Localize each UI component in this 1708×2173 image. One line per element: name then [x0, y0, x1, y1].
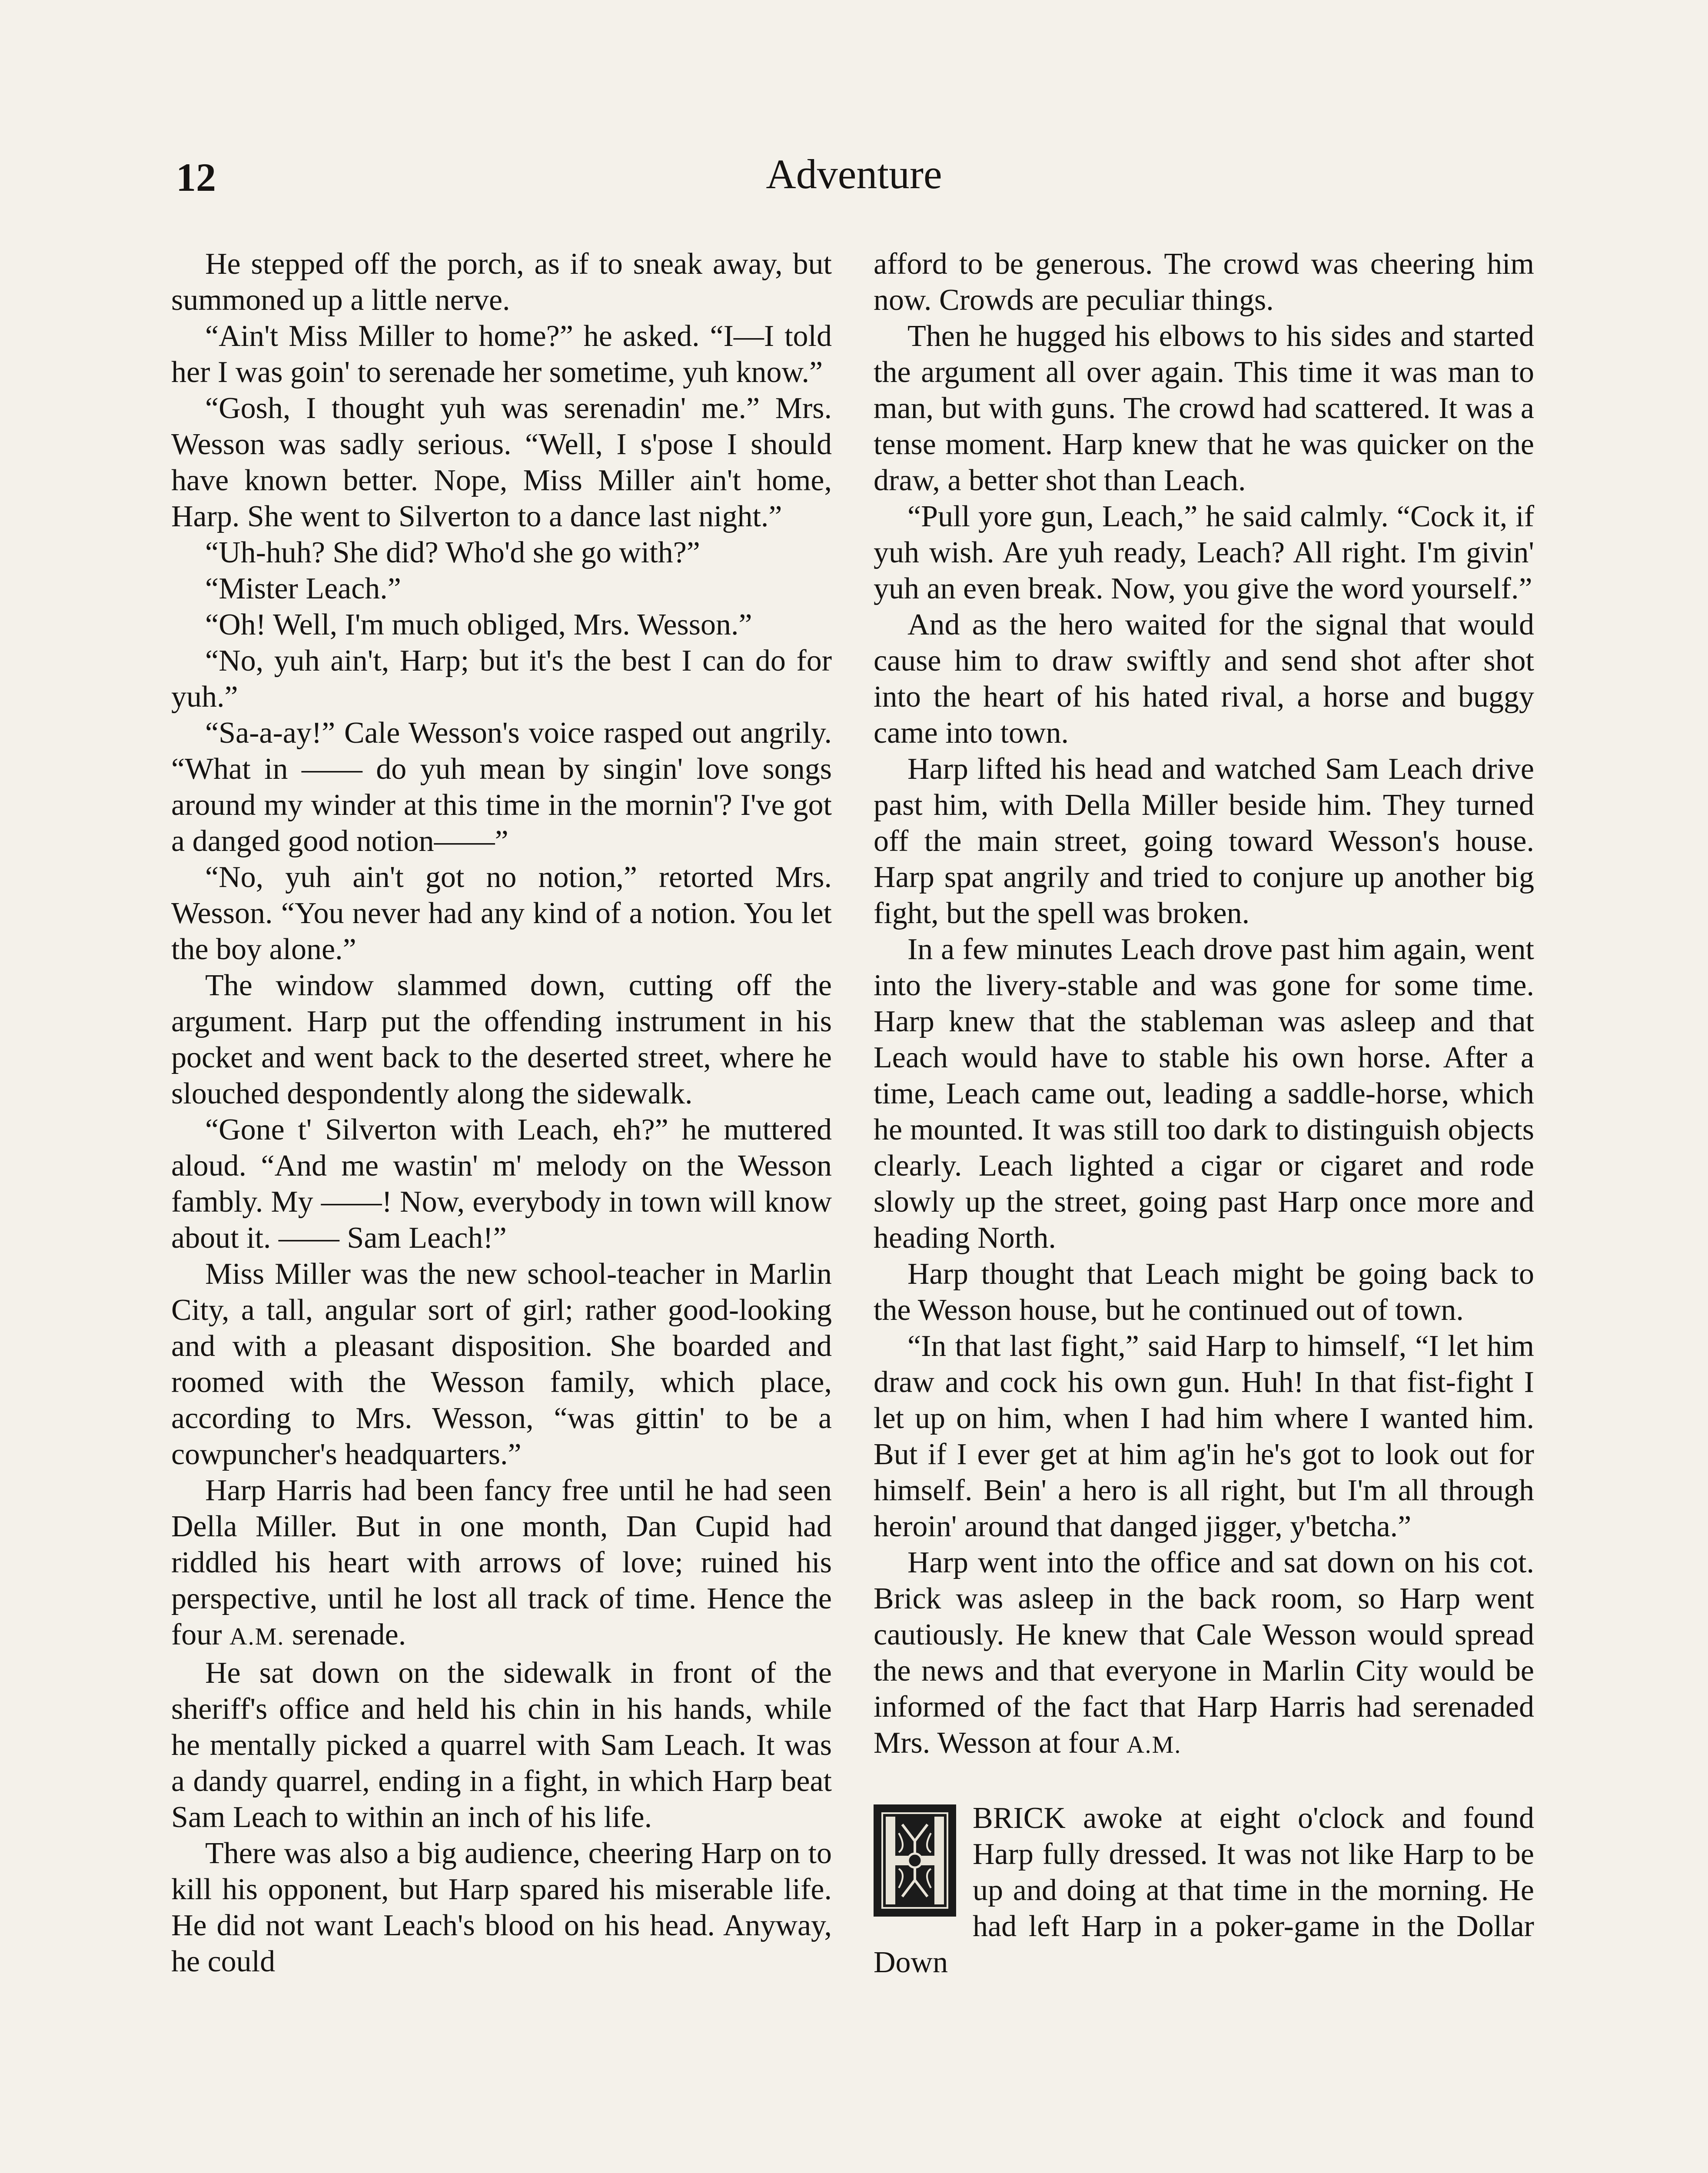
left-text-column — [171, 246, 832, 1980]
paragraph: “Sa-a-ay!” Cale Wesson's voice rasped out angrily. “What in —— do yuh mean by singin' love songs around my winder at this time in the mornin'? I've got a danged good notion——” — [171, 716, 832, 858]
paragraph: “Mister Leach.” — [205, 572, 401, 605]
paragraph — [874, 1545, 1534, 1763]
paragraph: Then he hugged his elbows to his sides and started the argument all over again. This time it was man to man, but with guns. The crowd had scattered. It was a tense moment. Harp knew that he was quicker on the draw, a better shot than Leach. — [874, 319, 1534, 497]
paragraph: Miss Miller was the new school-teacher in Marlin City, a tall, angular sort of girl; rather good-looking and with a pleasant disposition. She boarded and roomed with the Wesson family, which place, according to Mrs. Wesson, “was gittin' to be a cowpuncher's headquarters.” — [171, 1257, 832, 1471]
paragraph-text: Harp went into the office and sat down on his cot. Brick was asleep in the back room, so Harp went cautiously. He knew that Cale Wesson would spread the news and that everyone in Marlin City would be informed of the fact that Harp Harris had serenaded Mrs. Wesson at four — [874, 1546, 1534, 1760]
paragraph-text: Harp Harris had been fancy free until he had seen Della Miller. But in one month, Dan Cupid had riddled his heart with arrows of love; ruined his perspective, until he lost all track of time. Hence the four — [171, 1474, 832, 1651]
paragraph: “Ain't Miss Miller to home?” he asked. “I—I told her I was goin' to serenade her sometime, yuh know.” — [171, 319, 832, 389]
paragraph-text: BRICK awoke at eight o'clock and found Harp fully dressed. It was not like Harp to be up and doing at that time in the morning. He had left Harp in a poker-game in the Dollar Down — [874, 1801, 1534, 1979]
paragraph: “No, yuh ain't got no notion,” retorted Mrs. Wesson. “You never had any kind of a notion. You let the boy alone.” — [171, 861, 832, 966]
small-caps-am: A.M. — [1126, 1731, 1182, 1758]
paragraph: He stepped off the porch, as if to sneak away, but summoned up a little nerve. — [171, 247, 832, 317]
paragraph: “Gone t' Silverton with Leach, eh?” he muttered aloud. “And me wastin' m' melody on the Wesson fambly. My ——! Now, everybody in town will know about it. —— Sam Leach!” — [171, 1113, 832, 1255]
paragraph: “No, yuh ain't, Harp; but it's the best I can do for yuh.” — [171, 644, 832, 714]
paragraph: “Uh-huh? She did? Who'd she go with?” — [205, 536, 700, 569]
small-caps-am: A.M. — [229, 1623, 285, 1650]
paragraph: “Gosh, I thought yuh was serenadin' me.” Mrs. Wesson was sadly serious. “Well, I s'pose I should have known better. Nope, Miss Miller ain't home, Harp. She went to Silverton to a dance last night.” — [171, 392, 832, 533]
paragraph: “In that last fight,” said Harp to himself, “I let him draw and cock his own gun. Huh! In that fist-fight I let up on him, when I had him where I wanted him. But if I ever get at him ag'in he's got to look out for himself. Bein' a hero is all right, but I'm all through heroin' around that danged jigger, y'betcha.” — [874, 1329, 1534, 1543]
paragraph: He sat down on the sidewalk in front of the sheriff's office and held his chin in his hands, while he mentally picked a quarrel with Sam Leach. It was a dandy quarrel, ending in a fight, in which Harp beat Sam Leach to within an inch of his life. — [171, 1656, 832, 1834]
page-number: 12 — [176, 155, 216, 199]
paragraph — [874, 1800, 1534, 1980]
paragraph-text: serenade. — [284, 1618, 406, 1651]
paragraph: And as the hero waited for the signal that would cause him to draw swiftly and send shot after shot into the heart of his hated rival, a horse and buggy came into town. — [874, 608, 1534, 750]
paragraph — [171, 1472, 832, 1655]
paragraph: “Pull yore gun, Leach,” he said calmly. “Cock it, if yuh wish. Are yuh ready, Leach? All right. I'm givin' yuh an even break. Now, you give the word yourself.” — [874, 500, 1534, 605]
right-text-column — [874, 246, 1534, 1980]
paragraph: afford to be generous. The crowd was cheering him now. Crowds are peculiar things. — [874, 247, 1534, 317]
ornamental-drop-cap-icon — [874, 1804, 956, 1917]
paragraph: “Oh! Well, I'm much obliged, Mrs. Wesson.” — [205, 608, 752, 641]
paragraph: Harp lifted his head and watched Sam Leach drive past him, with Della Miller beside him. They turned off the main street, going toward Wesson's house. Harp spat angrily and tried to conjure up another big fight, but the spell was broken. — [874, 752, 1534, 930]
paragraph: Harp thought that Leach might be going back to the Wesson house, but he continued out of town. — [874, 1257, 1534, 1327]
paragraph: The window slammed down, cutting off the argument. Harp put the offending instrument in his pocket and went back to the deserted street, where he slouched despondently along the sidewalk. — [171, 969, 832, 1110]
paragraph: There was also a big audience, cheering Harp on to kill his opponent, but Harp spared his miserable life. He did not want Leach's blood on his head. Anyway, he could — [171, 1837, 832, 1978]
paragraph: In a few minutes Leach drove past him again, went into the livery-stable and was gone for some time. Harp knew that the stableman was asleep and that Leach would have to stable his own horse. After a time, Leach came out, leading a saddle-horse, which he mounted. It was still too dark to distinguish objects clearly. Leach lighted a cigar or cigaret and rode slowly up the street, going past Harp once more and heading North. — [874, 933, 1534, 1255]
running-title: Adventure — [766, 151, 942, 197]
